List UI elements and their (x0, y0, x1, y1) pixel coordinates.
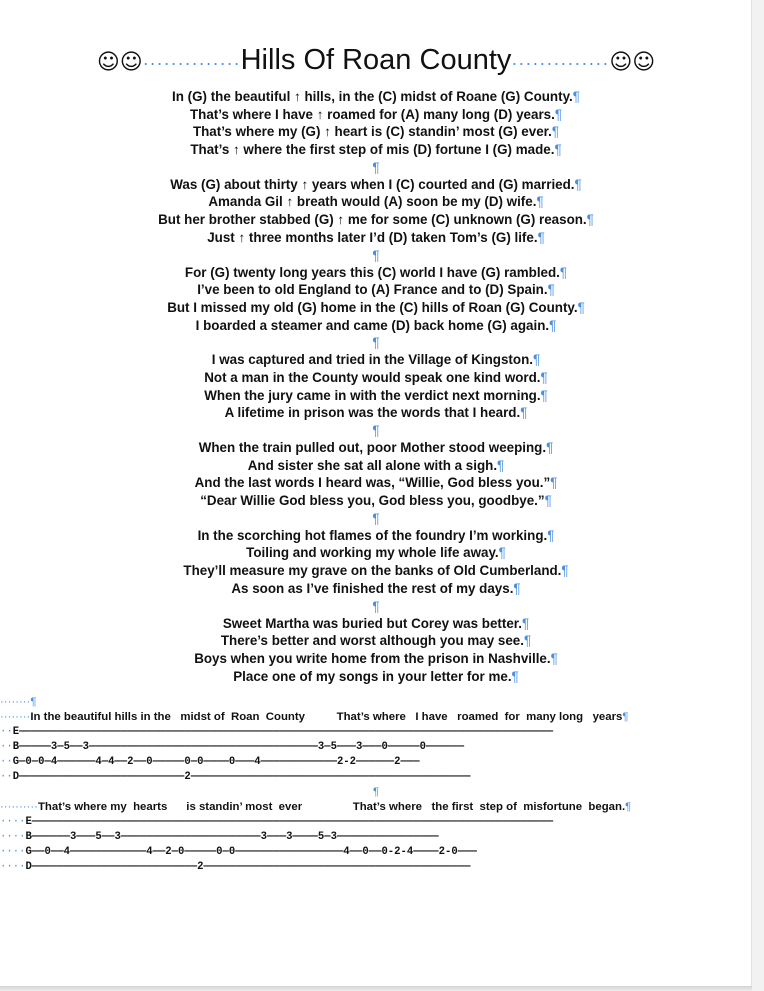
lyric-line: I’ve been to old England to (A) France and to (D) Spain.¶ (197, 282, 555, 298)
pilcrow-icon: ¶ (551, 124, 560, 140)
pilcrow-icon: ¶ (372, 159, 380, 175)
pilcrow-icon: ¶ (561, 563, 569, 579)
tab-leader-dots-right: ·············· (511, 53, 610, 73)
pilcrow-icon: ¶ (622, 711, 629, 723)
lyric-line: Sweet Martha was buried but Corey was better.¶ (222, 615, 530, 631)
lyric-line: When the jury came in with the verdict next morning.¶ (204, 387, 548, 403)
tab-string-g: ··G—0—0—4——————4—4——2——0—————0—0————0———4————————————2-2——————2——— (0, 756, 420, 768)
pilcrow-icon: ¶ (372, 510, 380, 526)
song-title-line (0, 44, 752, 77)
pilcrow-icon: ¶ (372, 598, 380, 614)
pilcrow-icon: ¶ (537, 229, 545, 245)
pilcrow-icon: ¶ (559, 264, 568, 280)
tab-string-e: ····E—————————————————————————————————————————————————————————————————————————————————— (0, 816, 554, 828)
pilcrow-icon: ¶ (372, 423, 380, 438)
pilcrow-icon: ¶ (546, 440, 554, 455)
lyric-line: Was (G) about thirty ↑ years when I (C) courted and (G) married.¶ (170, 176, 582, 192)
lyrics-body (0, 88, 752, 685)
lyric-line: “Dear Willie God bless you, God bless you, goodbye.”¶ (200, 493, 552, 509)
pilcrow-icon: ¶ (536, 194, 544, 210)
blank-paragraph (0, 422, 752, 439)
blank-paragraph (0, 598, 752, 615)
pilcrow-icon: ¶ (540, 387, 548, 403)
tab-string-b: ····B——————3———5——3——————————————————————3———3————5—3———————————————— (0, 831, 439, 843)
blank-paragraph (0, 785, 752, 800)
guitar-tab-block-1 (0, 695, 752, 800)
pilcrow-icon: ¶ (547, 282, 555, 298)
pilcrow-icon: ¶ (549, 317, 557, 333)
pilcrow-icon: ¶ (30, 696, 37, 708)
pilcrow-icon: ¶ (520, 405, 528, 421)
pilcrow-icon: ¶ (540, 369, 548, 385)
pilcrow-icon: ¶ (497, 457, 505, 473)
pilcrow-icon: ¶ (372, 335, 380, 351)
blank-paragraph (0, 510, 752, 527)
tab-string-d: ··D——————————————————————————2———————————————————————————————————————————— (0, 771, 471, 783)
lyric-line: That’s where I have ↑ roamed for (A) many long (D) years.¶ (189, 106, 563, 122)
smiley-icon-left: ☺☺ (96, 50, 143, 75)
vertical-scrollbar[interactable] (751, 0, 764, 991)
pilcrow-icon: ¶ (372, 247, 380, 263)
pilcrow-icon: ¶ (498, 545, 506, 561)
pilcrow-icon: ¶ (554, 142, 562, 158)
lyric-line: For (G) twenty long years this (C) world I have (G) rambled.¶ (184, 264, 568, 280)
tab-lyrics-row: ········In the beautiful hills in the midst of Roan County That’s where I have roamed for many long years¶ (0, 711, 629, 723)
lyric-line: Amanda Gil ↑ breath would (A) soon be my (D) wife.¶ (208, 194, 544, 210)
tab-string-g: ····G——0——4————————————4——2—0—————0—0—————————————————4——0——0-2-4————2-0——— (0, 846, 477, 858)
pilcrow-icon: ¶ (574, 176, 582, 192)
tab-string-d: ····D——————————————————————————2—————————————————————————————————————————— (0, 861, 471, 873)
pilcrow-icon: ¶ (550, 650, 558, 666)
blank-paragraph (0, 159, 752, 176)
smiley-icon-right: ☺☺ (609, 50, 656, 75)
guitar-tab-block-2 (0, 800, 752, 875)
pilcrow-icon: ¶ (625, 801, 632, 813)
lyric-line: Not a man in the County would speak one kind word.¶ (204, 369, 548, 385)
lyric-line: In the scorching hot flames of the foundry I’m working.¶ (197, 527, 555, 543)
blank-paragraph (0, 334, 752, 351)
tab-blank-line: ········¶ (0, 696, 37, 708)
page-bottom-edge (0, 986, 752, 991)
lyric-line: As soon as I’ve finished the rest of my days.¶ (231, 580, 521, 596)
blank-paragraph (0, 247, 752, 264)
lyric-line: Place one of my songs in your letter for me.¶ (233, 668, 519, 684)
lyric-line: When the train pulled out, poor Mother stood weeping.¶ (198, 440, 554, 455)
lyric-line: And sister she sat all alone with a sigh.¶ (247, 457, 505, 473)
lyric-line: But her brother stabbed (G) ↑ me for some (C) unknown (G) reason.¶ (158, 212, 594, 228)
pilcrow-icon: ¶ (523, 633, 532, 649)
pilcrow-icon: ¶ (554, 106, 563, 122)
lyric-line: I boarded a steamer and came (D) back home (G) again.¶ (195, 317, 557, 333)
pilcrow-icon: ¶ (547, 527, 555, 543)
lyric-line: But I missed my old (G) home in the (C) hills of Roan (G) County.¶ (167, 299, 585, 315)
tab-string-e: ··E———————————————————————————————————————————————————————————————————————————————————— (0, 726, 554, 738)
lyric-line: Boys when you write home from the prison in Nashville.¶ (194, 650, 558, 666)
pilcrow-icon: ¶ (372, 786, 380, 798)
pilcrow-icon: ¶ (521, 615, 530, 631)
lyric-line: That’s ↑ where the first step of mis (D) fortune I (G) made.¶ (190, 142, 562, 158)
lyric-line: I was captured and tried in the Village of Kingston.¶ (211, 352, 541, 368)
lyric-line: A lifetime in prison was the words that I heard.¶ (224, 405, 528, 421)
pilcrow-icon: ¶ (586, 212, 594, 228)
pilcrow-icon: ¶ (572, 89, 580, 104)
pilcrow-icon: ¶ (513, 580, 521, 596)
tab-string-b: ··B—————3—5——3————————————————————————————————————3—5———3———0—————0—————— (0, 741, 465, 753)
lyric-line: In (G) the beautiful ↑ hills, in the (C) midst of Roane (G) County.¶ (172, 89, 580, 104)
lyric-line: There’s better and worst although you may see.¶ (220, 633, 532, 649)
pilcrow-icon: ¶ (532, 352, 541, 368)
lyric-line: That’s where my (G) ↑ heart is (C) standin’ most (G) ever.¶ (192, 124, 560, 140)
lyric-line: Just ↑ three months later I’d (D) taken Tom’s (G) life.¶ (207, 229, 545, 245)
tab-lyrics-row: ··········That’s where my hearts is standin’ most ever That’s where the first step of misfortune began.¶ (0, 801, 632, 813)
lyric-line: They’ll measure my grave on the banks of Old Cumberland.¶ (183, 563, 569, 579)
tab-leader-dots-left: ·············· (142, 53, 241, 73)
lyric-line: Toiling and working my whole life away.¶ (246, 545, 506, 561)
pilcrow-icon: ¶ (577, 299, 585, 315)
song-title: Hills Of Roan County (240, 44, 512, 76)
pilcrow-icon: ¶ (511, 668, 519, 684)
pilcrow-icon: ¶ (544, 493, 552, 509)
pilcrow-icon: ¶ (550, 475, 558, 491)
lyric-line: And the last words I heard was, “Willie, God bless you.”¶ (194, 475, 558, 491)
